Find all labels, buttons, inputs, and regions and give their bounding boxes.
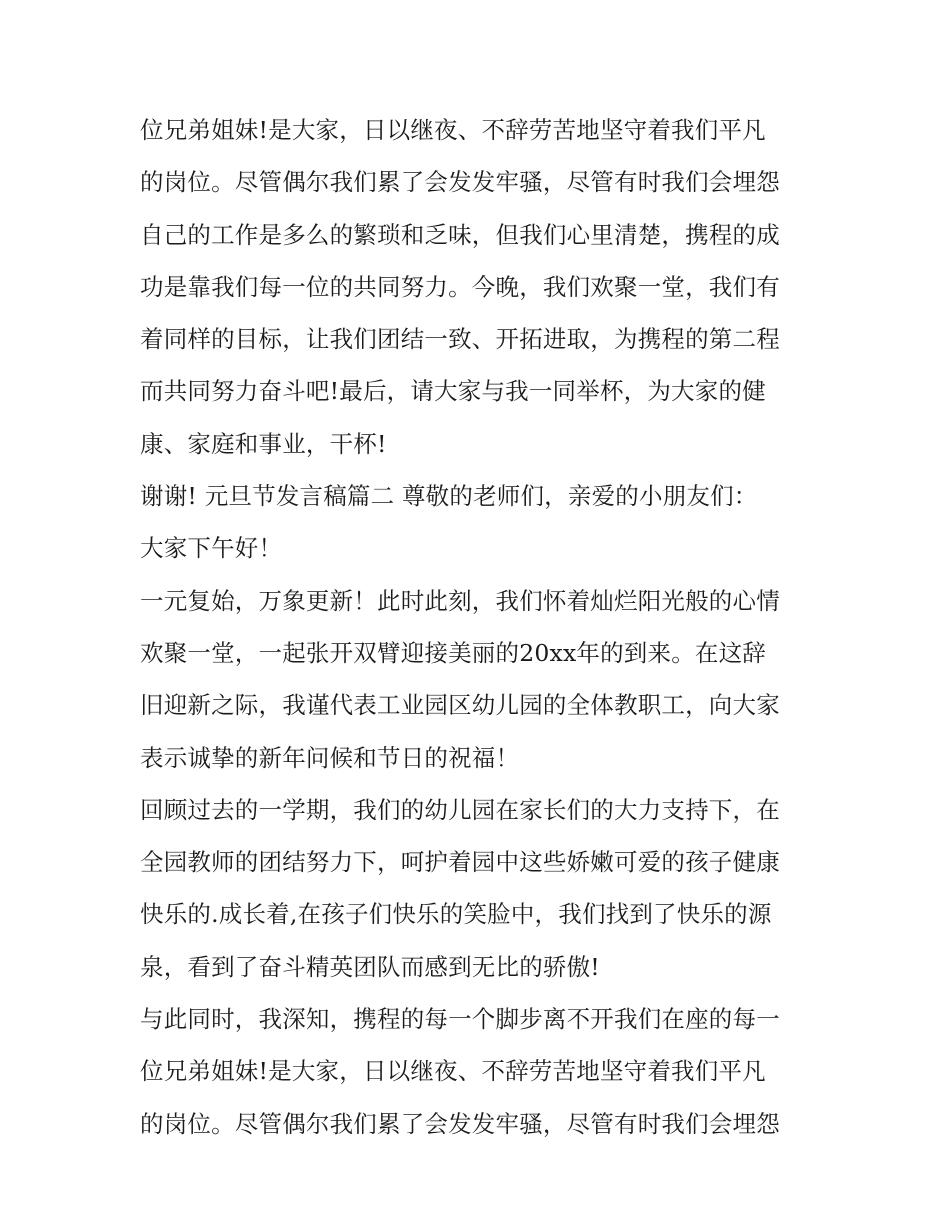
text-line: 谢谢! 元旦节发言稿篇二 尊敬的老师们，亲爱的小朋友们： (140, 482, 758, 511)
text-line: 快乐的.成长着,在孩子们快乐的笑脸中，我们找到了快乐的源 (140, 900, 772, 929)
text-line: 位兄弟姐妹!是大家，日以继夜、不辞劳苦地坚守着我们平凡 (140, 116, 766, 144)
text-line: 位兄弟姐妹!是大家，日以继夜、不辞劳苦地坚守着我们平凡 (140, 1057, 766, 1086)
text-line: 旧迎新之际，我谨代表工业园区幼儿园的全体教职工，向大家 (140, 691, 780, 720)
text-line: 功是靠我们每一位的共同努力。今晚，我们欢聚一堂，我们有 (140, 272, 780, 301)
text-line: 全园教师的团结努力下，呵护着园中这些娇嫩可爱的孩子健康 (140, 848, 780, 877)
text-line: 回顾过去的一学期，我们的幼儿园在家长们的大力支持下，在 (140, 795, 780, 824)
text-line: 自己的工作是多么的繁琐和乏味，但我们心里清楚，携程的成 (140, 220, 780, 249)
text-line: 一元复始，万象更新！此时此刻，我们怀着灿烂阳光般的心情 (140, 586, 780, 615)
text-line: 的岗位。尽管偶尔我们累了会发发牢骚，尽管有时我们会埋怨 (140, 168, 780, 197)
text-line: 欢聚一堂，一起张开双臂迎接美丽的20xx年的到来。在这辞 (140, 638, 767, 667)
text-line: 表示诚挚的新年问候和节日的祝福！ (140, 743, 520, 772)
text-line: 大家下午好！ (140, 534, 283, 563)
text-line: 康、家庭和事业，干杯! (140, 429, 387, 458)
text-line: 泉，看到了奋斗精英团队而感到无比的骄傲! (140, 952, 600, 981)
text-line: 着同样的目标，让我们团结一致、开拓进取，为携程的第二程 (140, 325, 780, 354)
text-line: 与此同时，我深知，携程的每一个脚步离不开我们在座的每一 (140, 1005, 780, 1034)
text-line: 的岗位。尽管偶尔我们累了会发发牢骚，尽管有时我们会埋怨 (140, 1109, 780, 1138)
text-line: 而共同努力奋斗吧!最后，请大家与我一同举杯，为大家的健 (140, 377, 766, 406)
document-body (140, 104, 820, 1150)
